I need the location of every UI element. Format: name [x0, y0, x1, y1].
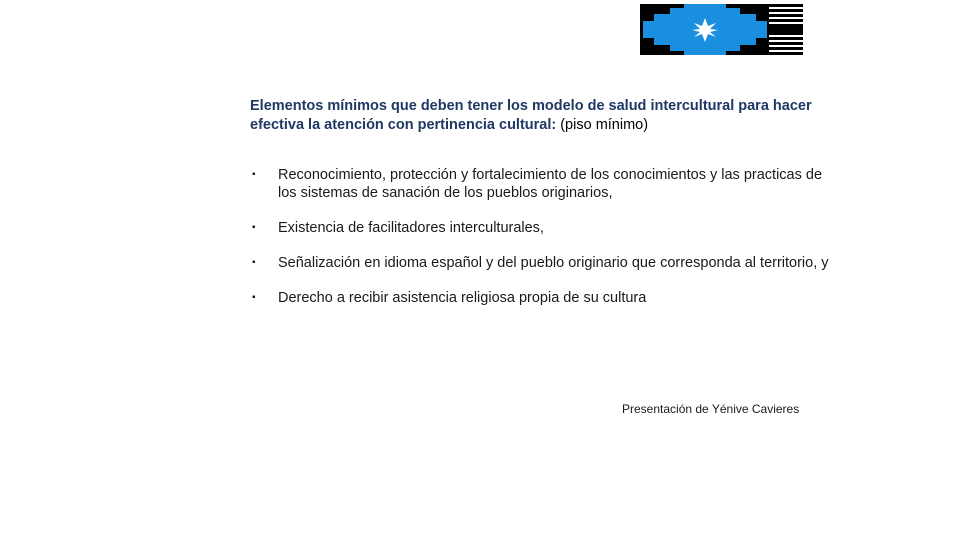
bullet-text: Señalización en idioma español y del pueblo originario que corresponda al territorio, y	[278, 255, 829, 271]
bullet-marker-icon: ▪	[252, 169, 256, 180]
andean-cross-logo	[640, 4, 803, 55]
bullet-text: Reconocimiento, protección y fortalecimiento de los conocimientos y las practicas de los sistemas de sanación de los pueblos originarios,	[278, 167, 823, 201]
bullet-text: Derecho a recibir asistencia religiosa propia de su cultura	[278, 290, 647, 306]
bullet-marker-icon: ▪	[252, 222, 256, 233]
andean-cross-icon	[640, 4, 803, 55]
heading-bold-text: Elementos mínimos que deben tener los modelo de salud intercultural para hacer efectiva la atención con pertinencia cultural:	[250, 98, 812, 133]
bullet-marker-icon: ▪	[252, 292, 256, 303]
list-item	[250, 219, 830, 237]
slide-heading	[250, 97, 850, 135]
bullet-list	[250, 166, 830, 307]
heading-plain-text: (piso mínimo)	[556, 117, 649, 133]
presentation-credit: Presentación de Yénive Cavieres	[622, 402, 800, 416]
list-item	[250, 289, 830, 307]
bullet-text: Existencia de facilitadores interculturales,	[278, 220, 544, 236]
bullet-marker-icon: ▪	[252, 257, 256, 268]
list-item	[250, 254, 830, 272]
list-item	[250, 166, 830, 202]
